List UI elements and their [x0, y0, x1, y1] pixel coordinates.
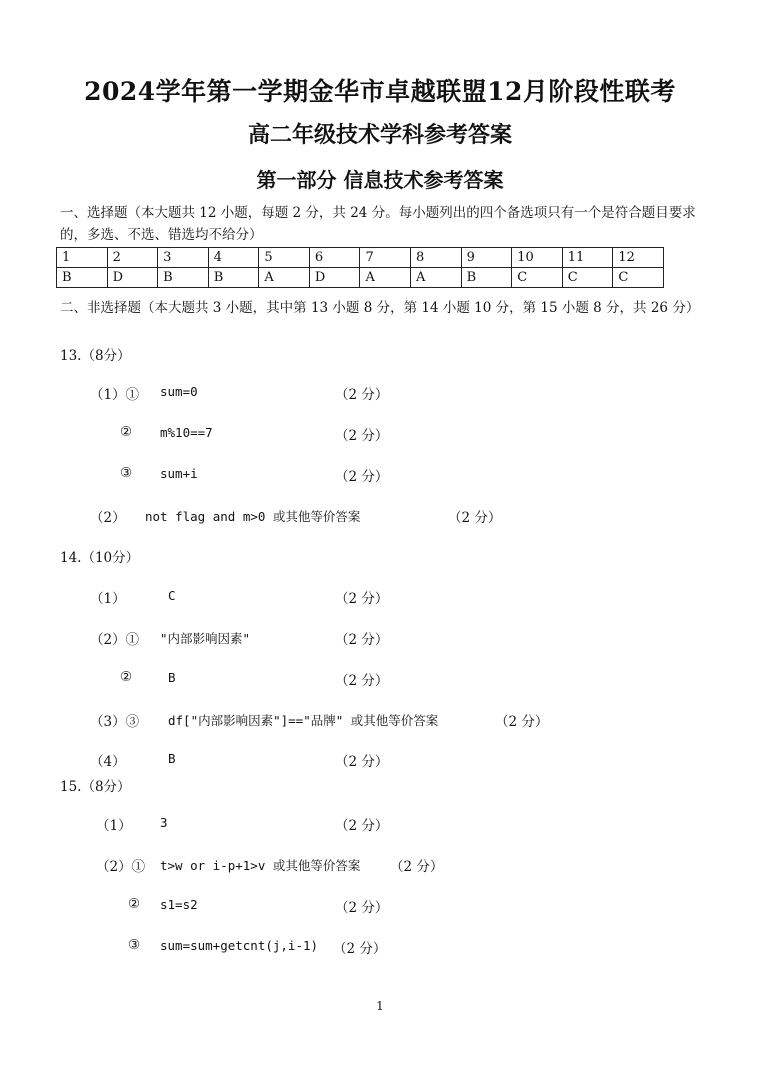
q15-score-2: （2 分） — [390, 859, 444, 875]
part-title: 第一部分 信息技术参考答案 — [256, 168, 504, 192]
table-cell: D — [309, 268, 360, 288]
q13-answer-1: sum=0 — [160, 384, 198, 399]
q15-label-4: ③ — [128, 937, 141, 953]
q14-score-5: （2 分） — [335, 754, 389, 770]
table-cell: B — [461, 268, 512, 288]
q14-score-2: （2 分） — [335, 632, 389, 648]
q13-score-3: （2 分） — [335, 469, 389, 485]
q13-answer-4: not flag and m>0 或其他等价答案 — [145, 509, 361, 524]
q15-header: 15.（8分） — [60, 779, 131, 795]
q13-label-3: ③ — [120, 465, 133, 481]
q15-label-3: ② — [128, 896, 141, 912]
table-cell: A — [259, 268, 310, 288]
table-cell: B — [158, 268, 209, 288]
table-cell: 11 — [562, 248, 613, 268]
q14-label-5: （4） — [90, 754, 126, 770]
q15-label-1: （1） — [96, 818, 132, 834]
q14-score-1: （2 分） — [335, 591, 389, 607]
q13-label-1: （1）① — [90, 387, 140, 403]
q15-label-2: （2）① — [96, 859, 146, 875]
q13-answer-3: sum+i — [160, 466, 198, 481]
q15-answer-1: 3 — [160, 815, 168, 830]
q13-label-4: （2） — [90, 510, 126, 526]
table-cell: D — [107, 268, 158, 288]
table-cell: 6 — [309, 248, 360, 268]
table-cell: B — [208, 268, 259, 288]
table-cell: 8 — [411, 248, 462, 268]
section1-intro: 一、选择题（本大题共 12 小题，每题 2 分，共 24 分。每小题列出的四个备选项只有一个是符合题目要求的，多选、不选、错选均不给分） — [60, 205, 696, 243]
page-subtitle: 高二年级技术学科参考答案 — [247, 122, 512, 148]
table-row-numbers — [57, 248, 664, 268]
table-cell: 4 — [208, 248, 259, 268]
q14-label-3: ② — [120, 669, 133, 685]
section2-intro: 二、非选择题（本大题共 3 小题，其中第 13 小题 8 分，第 14 小题 10 分，第 15 小题 8 分，共 26 分） — [60, 300, 700, 316]
q14-header: 14.（10分） — [60, 550, 140, 566]
table-cell: C — [512, 268, 563, 288]
table-cell: C — [562, 268, 613, 288]
table-cell: 9 — [461, 248, 512, 268]
table-cell: 2 — [107, 248, 158, 268]
q13-answer-2: m%10==7 — [160, 425, 213, 440]
q15-score-1: （2 分） — [335, 818, 389, 834]
table-cell: 7 — [360, 248, 411, 268]
q14-answer-4: df["内部影响因素"]=="品牌" 或其他等价答案 — [168, 713, 439, 728]
q14-answer-2: "内部影响因素" — [160, 631, 251, 646]
table-cell: 12 — [613, 248, 664, 268]
table-cell: 1 — [57, 248, 108, 268]
q15-score-3: （2 分） — [335, 900, 389, 916]
q13-label-2: ② — [120, 424, 133, 440]
q15-answer-4: sum=sum+getcnt(j,i-1) — [160, 938, 319, 953]
table-cell: A — [411, 268, 462, 288]
q14-answer-1: C — [168, 588, 176, 603]
table-cell: 3 — [158, 248, 209, 268]
q13-header: 13.（8分） — [60, 348, 131, 364]
table-cell: A — [360, 268, 411, 288]
q14-label-2: （2）① — [90, 632, 140, 648]
q14-answer-5: B — [168, 751, 176, 766]
table-cell: 5 — [259, 248, 310, 268]
table-row-answers — [57, 268, 664, 288]
q14-label-4: （3）③ — [90, 714, 140, 730]
q14-score-4: （2 分） — [495, 714, 549, 730]
q13-score-2: （2 分） — [335, 428, 389, 444]
table-cell: C — [613, 268, 664, 288]
q13-score-1: （2 分） — [335, 387, 389, 403]
q15-score-4: （2 分） — [333, 941, 387, 957]
page-title: 2024学年第一学期金华市卓越联盟12月阶段性联考 — [84, 77, 676, 106]
page-number: 1 — [376, 999, 384, 1013]
table-cell: B — [57, 268, 108, 288]
q14-score-3: （2 分） — [335, 673, 389, 689]
table-cell: 10 — [512, 248, 563, 268]
q14-label-1: （1） — [90, 591, 126, 607]
choice-answer-table — [56, 247, 664, 288]
q15-answer-2: t>w or i-p+1>v 或其他等价答案 — [160, 858, 361, 873]
q13-score-4: （2 分） — [448, 510, 502, 526]
q14-answer-3: B — [168, 670, 176, 685]
q15-answer-3: s1=s2 — [160, 897, 198, 912]
